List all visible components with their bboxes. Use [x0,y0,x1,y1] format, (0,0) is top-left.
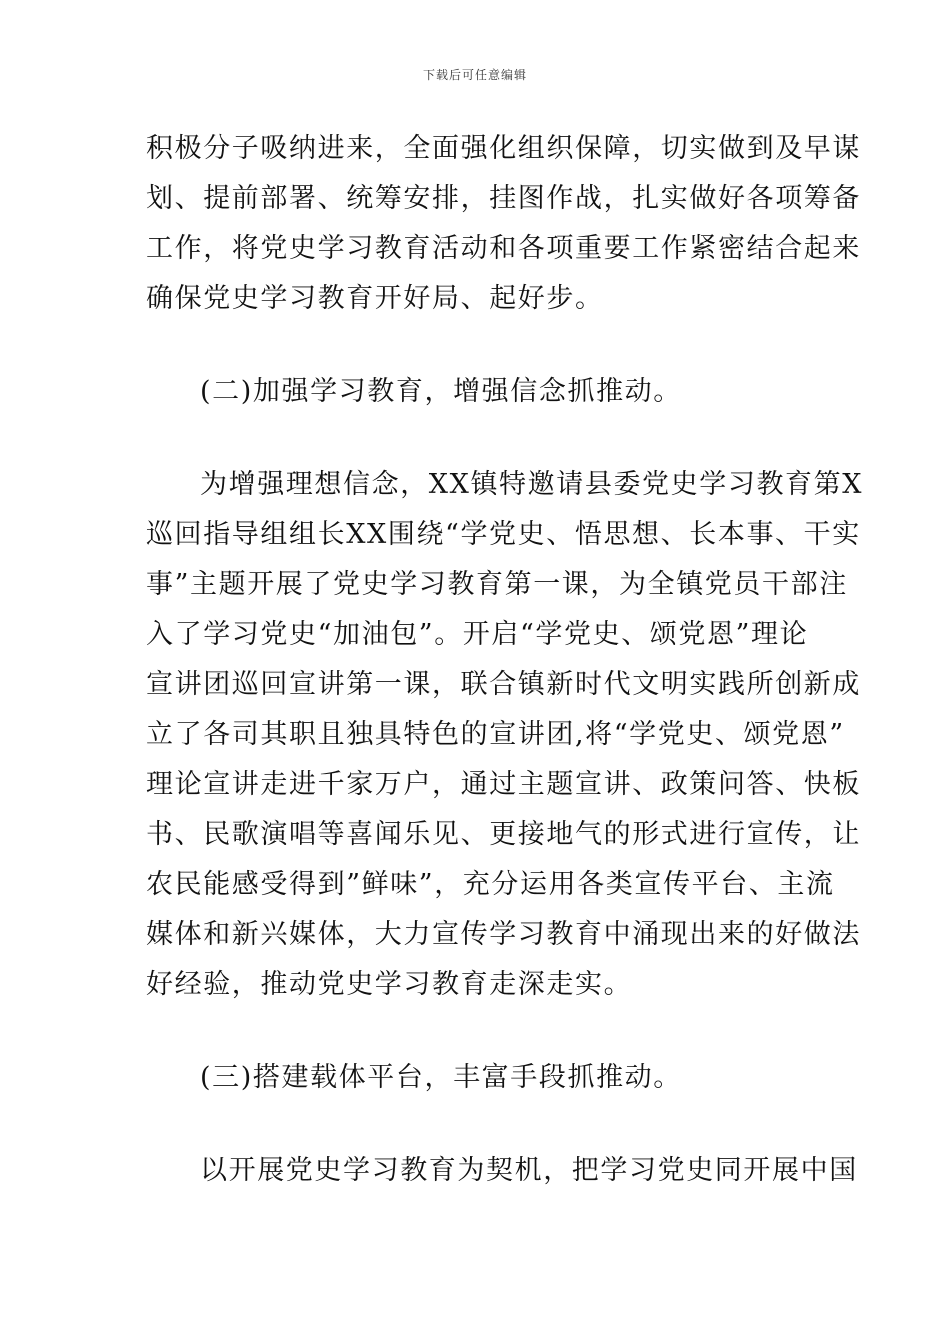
text-line: 积极分子吸纳进来，全面强化组织保障，切实做到及早谋 [146,133,861,164]
text-line: 以开展党史学习教育为契机，把学习党史同开展中国 [200,1155,858,1186]
text-line: 事”主题开展了党史学习教育第一课，为全镇党员干部注 [146,569,848,600]
document-body [146,124,864,1196]
paragraph-platform [146,1146,858,1196]
text-line: 工作，将党史学习教育活动和各项重要工作紧密结合起来 [146,233,861,264]
text-line: 农民能感受得到”鲜味”，充分运用各类宣传平台、主流 [146,869,835,900]
section-heading-2 [146,367,810,417]
text-line: 媒体和新兴媒体，大力宣传学习教育中涌现出来的好做法 [146,919,861,950]
text-line: 入了学习党史“加油包”。开启“学党史、颂党恩”理论 [146,619,809,650]
text-line: 巡回指导组组长XX围绕“学党史、悟思想、长本事、干实 [146,519,861,550]
text-line: 宣讲团巡回宣讲第一课，联合镇新时代文明实践所创新成 [146,669,861,700]
text-line: 好经验，推动党史学习教育走深走实。 [146,969,633,1000]
text-line: 为增强理想信念，XX镇特邀请县委党史学习教育第X [200,469,864,500]
paragraph-study-education [146,460,864,1010]
paragraph-continuation [146,124,861,324]
heading-line: (二)加强学习教育，增强信念抓推动。 [200,376,682,407]
text-line: 书、民歌演唱等喜闻乐见、更接地气的形式进行宣传，让 [146,819,861,850]
text-line: 划、提前部署、统筹安排，挂图作战，扎实做好各项筹备 [146,183,861,214]
text-line: 理论宣讲走进千家万户，通过主题宣讲、政策问答、快板 [146,769,861,800]
section-heading-3 [146,1053,810,1103]
header-note: 下载后可任意编辑 [422,68,527,82]
text-line: 确保党史学习教育开好局、起好步。 [146,283,604,314]
text-line: 立了各司其职且独具特色的宣讲团,将“学党史、颂党恩” [146,719,845,750]
heading-line: (三)搭建载体平台，丰富手段抓推动。 [200,1062,682,1093]
